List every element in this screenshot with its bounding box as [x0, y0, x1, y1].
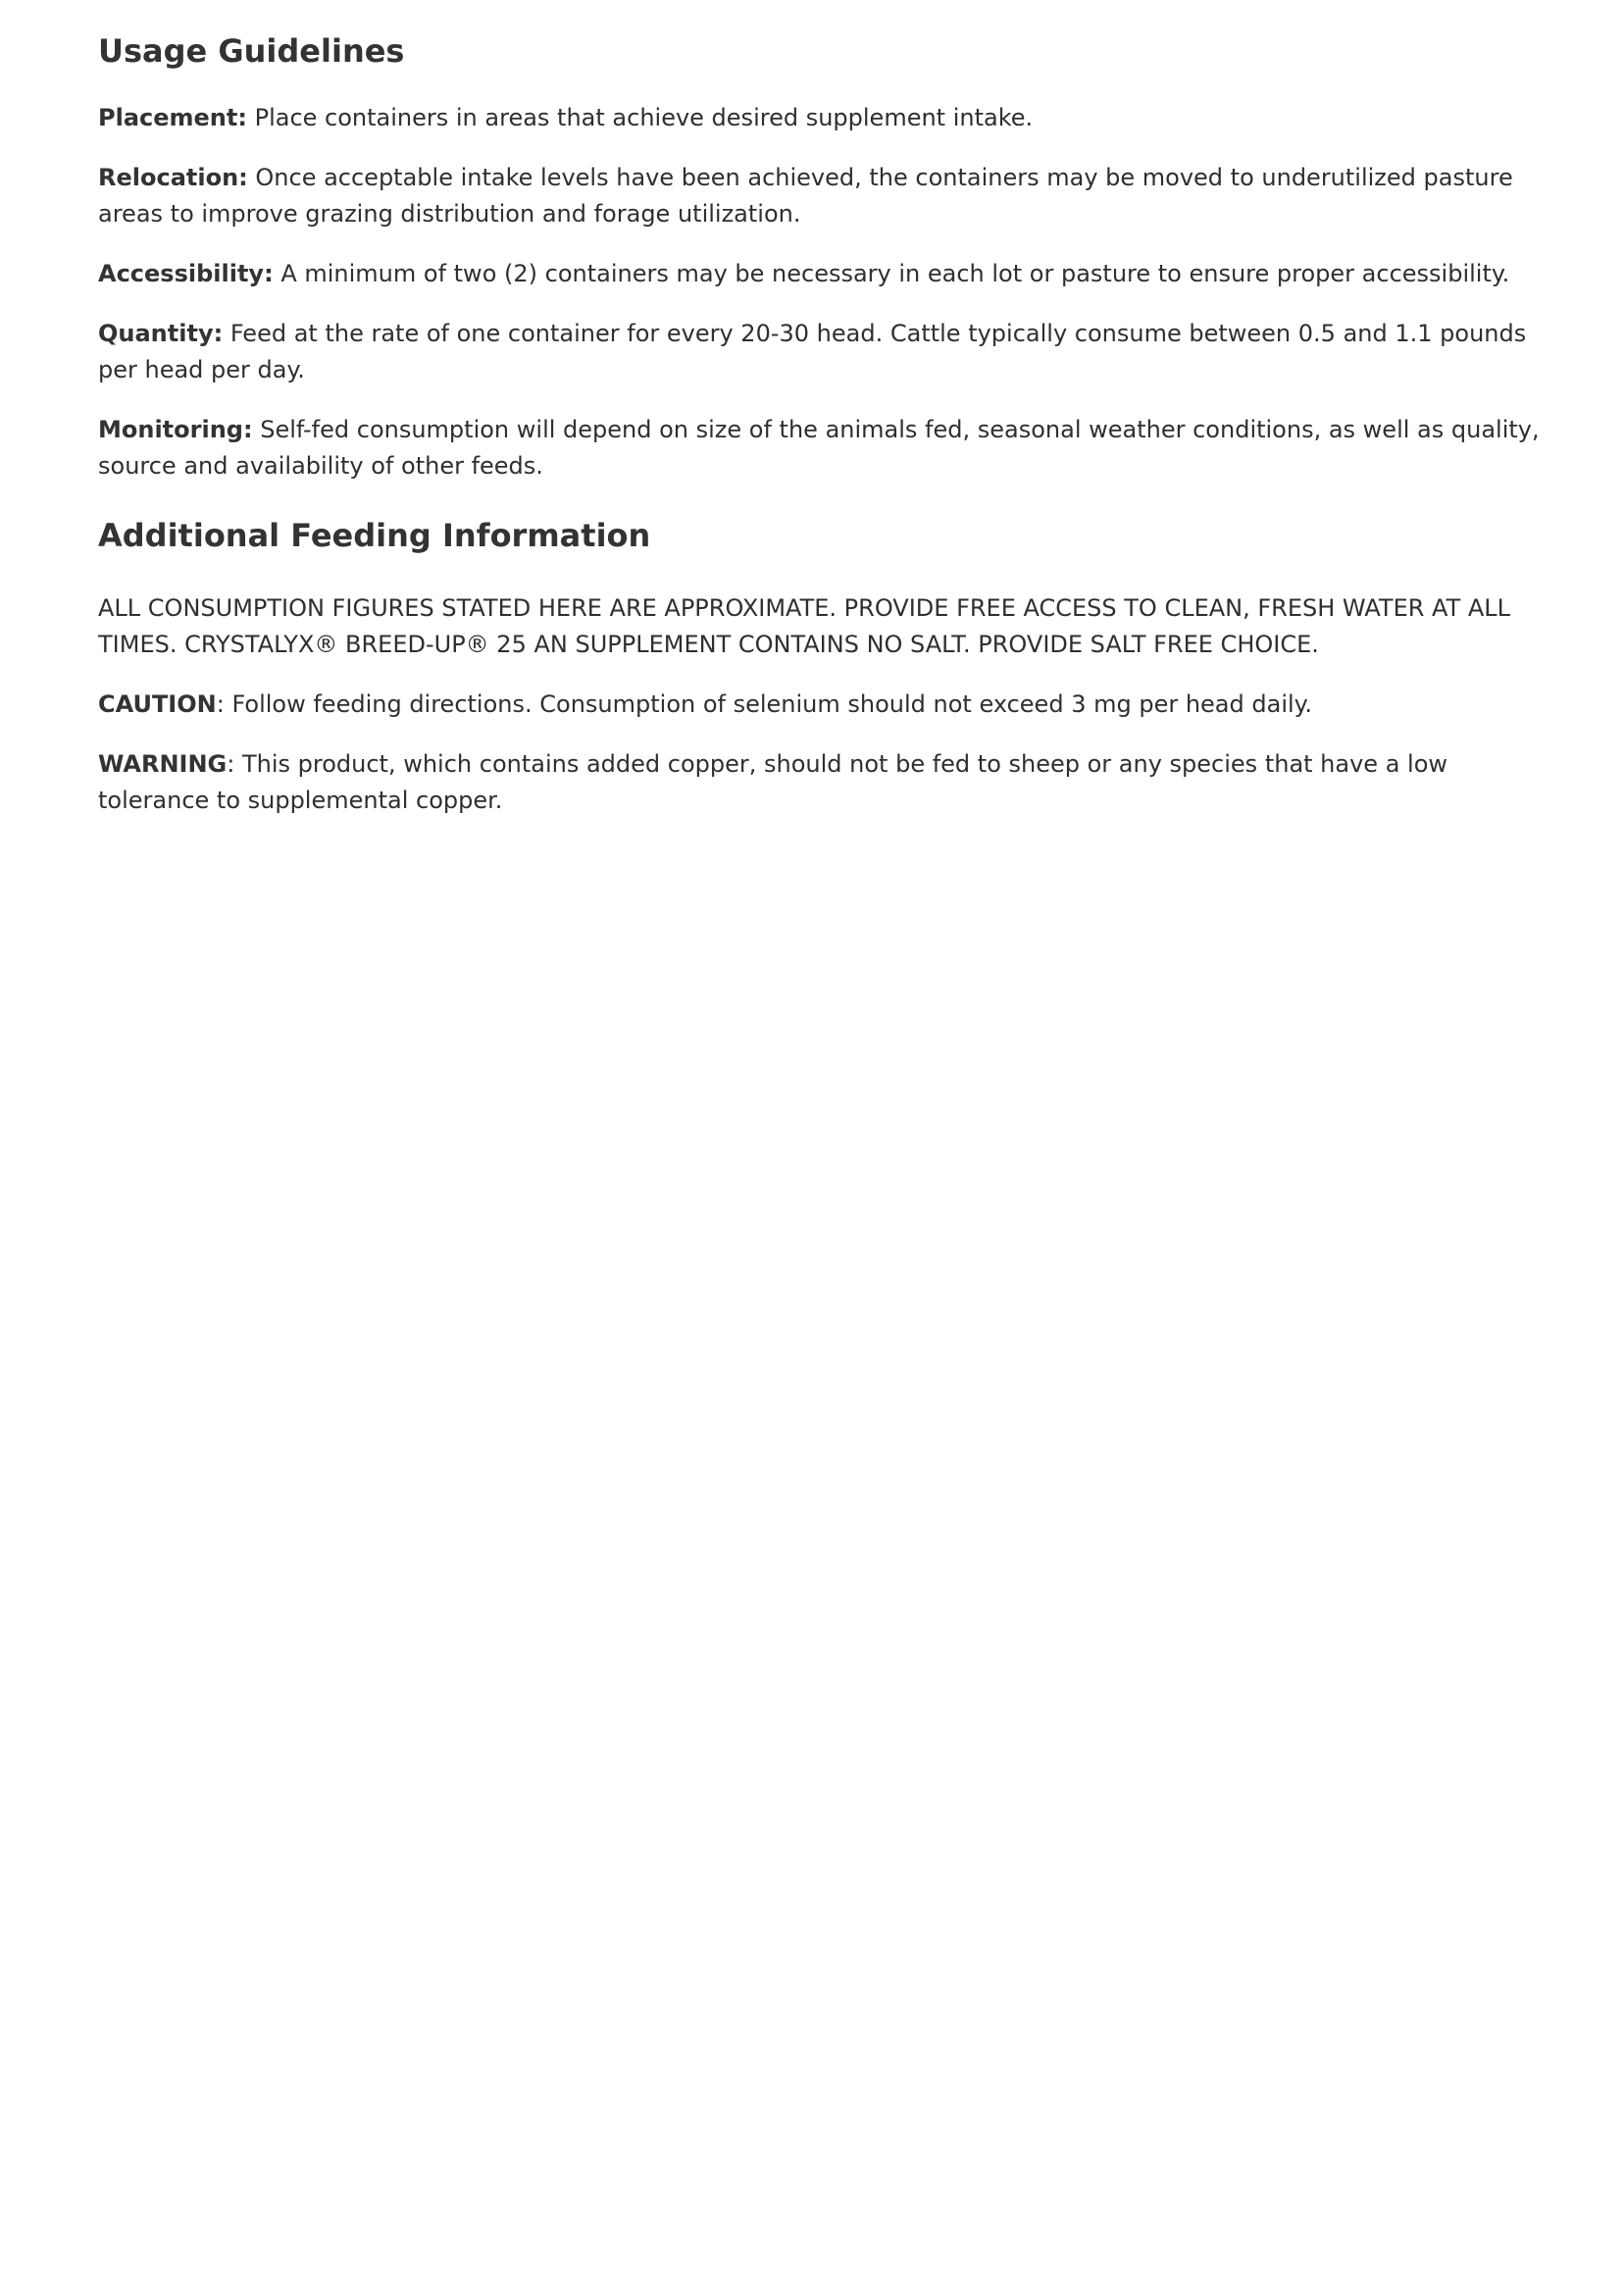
consumption-notice-paragraph: ALL CONSUMPTION FIGURES STATED HERE ARE APPROXIMATE. PROVIDE FREE ACCESS TO CLEAN, FRESH WATER AT ALL TIMES. CRYSTALYX® BREED-UP® 25 AN SUPPLEMENT CONTAINS NO SALT. PROVIDE SALT FREE CHOICE.: [98, 594, 1511, 658]
caution-paragraph: [98, 687, 1540, 723]
placement-paragraph: [98, 100, 1540, 136]
relocation-label: Relocation:: [98, 164, 248, 191]
quantity-text: Feed at the rate of one container for every 20-30 head. Cattle typically consume between 0.5 and 1.1 pounds per head per day.: [98, 320, 1527, 383]
quantity-label: Quantity:: [98, 320, 224, 347]
relocation-text: Once acceptable intake levels have been achieved, the containers may be moved to underutilized pasture areas to improve grazing distribution and forage utilization.: [98, 164, 1513, 228]
placement-label: Placement:: [98, 104, 247, 131]
monitoring-label: Monitoring:: [98, 416, 253, 443]
placement-text: Place containers in areas that achieve desired supplement intake.: [246, 104, 1034, 131]
relocation-paragraph: [98, 160, 1540, 232]
document-page: [98, 29, 1540, 842]
accessibility-text: A minimum of two (2) containers may be necessary in each lot or pasture to ensure proper accessibility.: [273, 260, 1510, 287]
usage-guidelines-heading: Usage Guidelines: [98, 32, 405, 70]
warning-paragraph: [98, 746, 1540, 819]
accessibility-label: Accessibility:: [98, 260, 274, 287]
monitoring-paragraph: [98, 412, 1540, 484]
caution-label: CAUTION: [98, 690, 217, 718]
warning-text: : This product, which contains added copper, should not be fed to sheep or any species that have a low tolerance to supplemental copper.: [98, 750, 1448, 814]
additional-feeding-heading: Additional Feeding Information: [98, 517, 651, 554]
quantity-paragraph: [98, 316, 1540, 388]
caution-text: : Follow feeding directions. Consumption of selenium should not exceed 3 mg per head daily.: [216, 690, 1313, 718]
monitoring-text: Self-fed consumption will depend on size of the animals fed, seasonal weather conditions, as well as quality, source and availability of other feeds.: [98, 416, 1540, 480]
warning-label: WARNING: [98, 750, 228, 778]
accessibility-paragraph: [98, 256, 1540, 292]
